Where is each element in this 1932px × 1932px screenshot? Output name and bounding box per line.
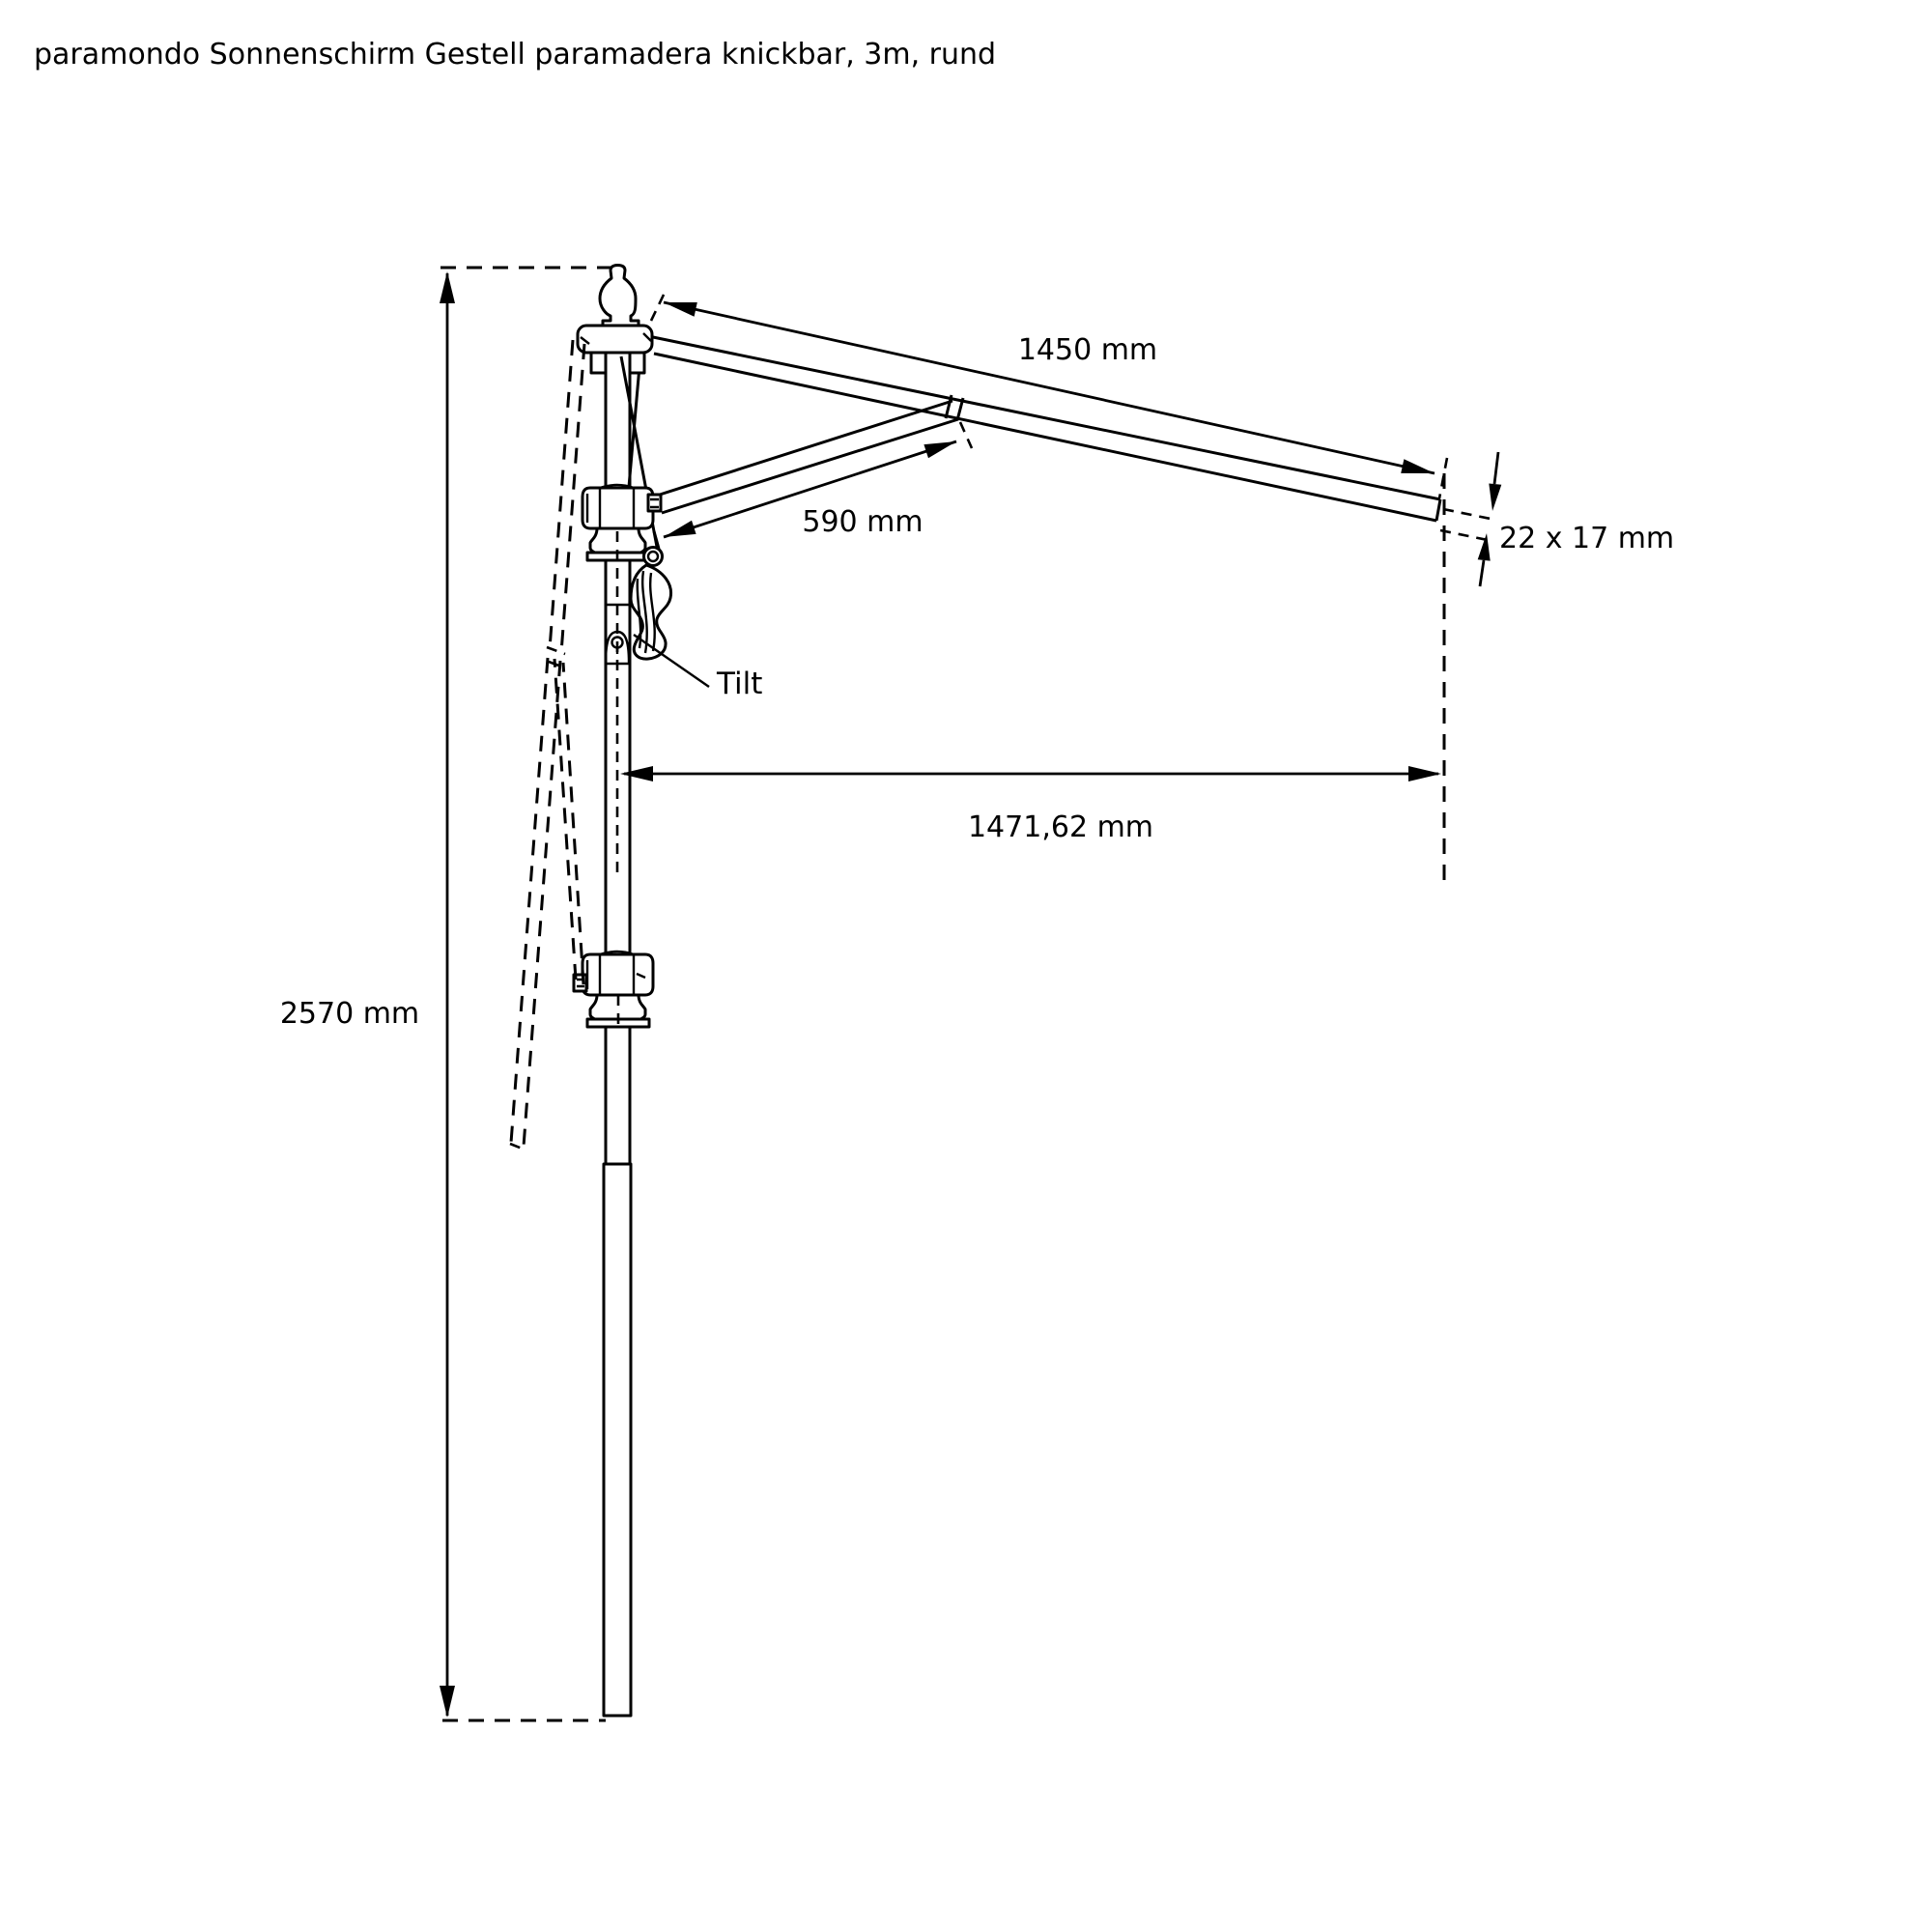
hub-lug-right (630, 353, 644, 373)
pole-lower-tube (604, 1164, 631, 1716)
runner-barrel (582, 488, 653, 528)
dim-label-total-height: 2570 mm (279, 997, 420, 1031)
dim-label-cantilever-width: 1471,62 mm (967, 810, 1154, 844)
dimension-strut-length (664, 441, 956, 539)
rib-tip-cap (1436, 499, 1440, 521)
arrowhead-down-icon (440, 1686, 455, 1718)
dim-label-strut-length: 590 mm (802, 505, 923, 539)
arrowhead-down-small-icon (1489, 484, 1501, 512)
lower-collar (574, 952, 653, 1027)
knick-joint-cap (547, 647, 565, 654)
dimension-rib-length (651, 293, 1447, 498)
support-strut (660, 401, 958, 513)
closed-rib-dashed (510, 340, 584, 1150)
dim-label-rib-profile: 22 x 17 mm (1499, 522, 1675, 555)
arrowhead-up-icon (440, 271, 455, 303)
tilt-leader-line (634, 635, 709, 687)
extension-line-finial (651, 293, 665, 321)
tilt-label: Tilt (717, 667, 763, 701)
page-title: paramondo Sonnenschirm Gestell paramadera knickbar, 3m, rund (34, 38, 997, 71)
dimension-rib-profile (1440, 452, 1674, 586)
finial (600, 266, 639, 327)
arrowhead-downleft-icon (664, 521, 696, 537)
arrowhead-right-icon (1408, 766, 1441, 781)
rib-end-cap (510, 1144, 525, 1150)
arrowhead-upleft-icon (664, 302, 697, 317)
hub-lug-left (591, 353, 606, 373)
runner-lug (648, 495, 661, 511)
collar-barrel (582, 954, 653, 995)
tilt-pivot-icon (644, 548, 663, 566)
arrowhead-upright-icon (923, 441, 956, 458)
arrowhead-downright-icon (1401, 459, 1435, 473)
rib-dimension-line (664, 302, 1435, 473)
dim-label-rib-length: 1450 mm (1017, 333, 1158, 367)
